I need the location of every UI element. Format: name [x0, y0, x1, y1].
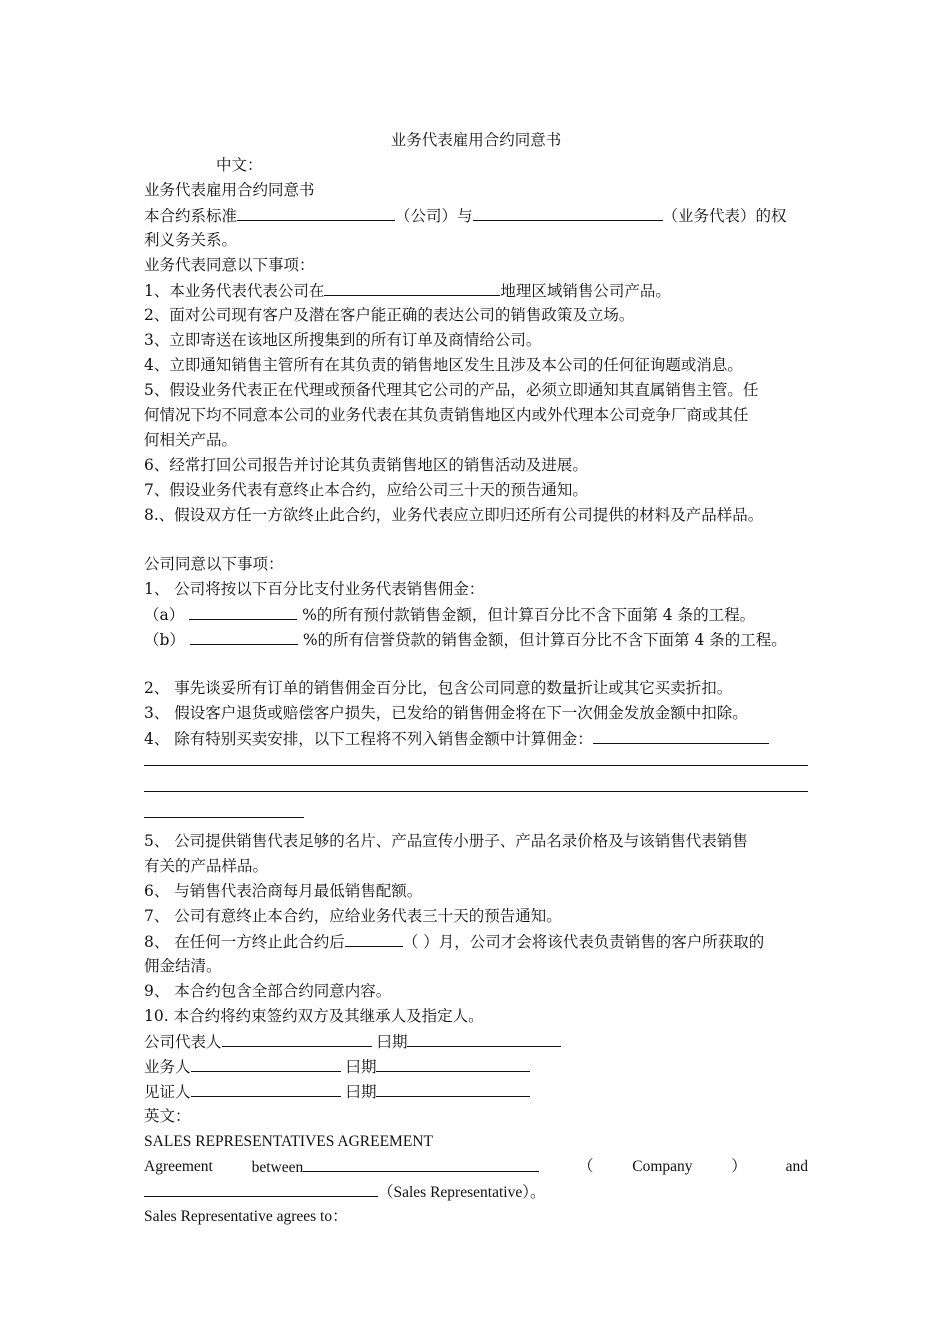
- date-blank: [376, 1079, 530, 1097]
- region-blank: [324, 278, 500, 296]
- rep-item-3: 3、立即寄送在该地区所搜集到的所有订单及商情给公司。: [144, 331, 542, 349]
- signature-salesperson: 业务人 曰期: [144, 1054, 808, 1079]
- signature-witness: 见证人 曰期: [144, 1079, 808, 1104]
- company-item-9: 9、 本合约包含全部合约同意内容。: [144, 982, 392, 1000]
- spacer: [144, 528, 808, 552]
- blank-line: [144, 803, 304, 818]
- rep-item-8: 8.、假设双方任一方欲终止此合约，业务代表应立即归还所有公司提供的材料及产品样品。: [144, 506, 764, 524]
- date-blank: [376, 1054, 530, 1072]
- rep-item-5-cont: 何情况下均不同意本公司的业务代表在其负责销售地区内或外代理本公司竞争厂商或其任: [144, 406, 749, 424]
- date-blank: [407, 1029, 561, 1047]
- blank-line: [144, 751, 808, 766]
- cn-heading: 业务代表雇用合约同意书: [144, 181, 315, 199]
- rep-item-4: 4、立即通知销售主管所有在其负责的销售地区发生且涉及本公司的任何征询题或消息。: [144, 356, 743, 374]
- salesperson-signature-blank: [191, 1054, 341, 1072]
- company-item-6: 6、 与销售代表洽商每月最低销售配额。: [144, 882, 423, 900]
- company-item-8: 8、 在任何一方终止此合约后 （ ）月，公司才会将该代表负责销售的客户所获取的: [144, 929, 808, 954]
- company-item-2: 2、 事先谈妥所有订单的销售佣金百分比，包含公司同意的数量折让或其它买卖折扣。: [144, 679, 733, 697]
- company-item-3: 3、 假设客户退货或赔偿客户损失，已发给的销售佣金将在下一次佣金发放金额中扣除。: [144, 704, 748, 722]
- company-name-blank: [237, 203, 395, 221]
- excluded-items-blank: [593, 726, 769, 744]
- en-intro-line: Agreement between （ Company ） and: [144, 1154, 808, 1179]
- blank-line: [144, 777, 808, 792]
- document-body: [144, 128, 808, 1229]
- company-agrees-heading: 公司同意以下事项：: [144, 555, 284, 573]
- rep-item-6: 6、经常打回公司报告并讨论其负责销售地区的销售活动及进展。: [144, 456, 588, 474]
- company-item-4: 4、 除有特别买卖安排，以下工程将不列入销售金额中计算佣金：: [144, 726, 808, 751]
- rep-item-5-cont: 何相关产品。: [144, 431, 238, 449]
- company-item-8-cont: 佣金结清。: [144, 957, 222, 975]
- company-item-7: 7、 公司有意终止本合约，应给业务代表三十天的预告通知。: [144, 907, 562, 925]
- en-rep-blank: [144, 1179, 378, 1197]
- rep-name-blank: [473, 203, 663, 221]
- company-item-5-cont: 有关的产品样品。: [144, 857, 269, 875]
- company-item-1: 1、 公司将按以下百分比支付业务代表销售佣金：: [144, 580, 485, 598]
- percent-a-blank: [189, 602, 297, 620]
- en-heading: SALES REPRESENTATIVES AGREEMENT: [144, 1133, 433, 1150]
- en-rep-agrees: Sales Representative agrees to：: [144, 1208, 348, 1225]
- rep-item-1: 1、本业务代表代表公司在 地理区域销售公司产品。: [144, 278, 808, 303]
- english-section-label: 英文：: [144, 1107, 191, 1125]
- company-item-1a: （a） %的所有预付款销售金额，但计算百分比不含下面第 4 条的工程。: [144, 602, 808, 627]
- percent-b-blank: [190, 627, 298, 645]
- chinese-section-label: 中文：: [216, 156, 263, 174]
- company-rep-signature-blank: [222, 1029, 372, 1047]
- intro-line: 本合约系标准 （公司）与 （业务代表）的权: [144, 203, 808, 228]
- signature-company-rep: 公司代表人 曰期: [144, 1029, 808, 1054]
- rep-agrees-heading: 业务代表同意以下事项：: [144, 256, 315, 274]
- spacer: [144, 652, 808, 676]
- intro-line-2: 利义务关系。: [144, 231, 238, 249]
- rep-item-2: 2、面对公司现有客户及潜在客户能正确的表达公司的销售政策及立场。: [144, 306, 635, 324]
- company-item-10: 10. 本合约将约束签约双方及其继承人及指定人。: [144, 1007, 484, 1025]
- en-intro-line-2: （Sales Representative）。: [144, 1179, 808, 1204]
- witness-signature-blank: [191, 1079, 341, 1097]
- en-company-blank: [303, 1154, 539, 1172]
- company-item-1b: （b） %的所有信誉贷款的销售金额，但计算百分比不含下面第 4 条的工程。: [144, 627, 808, 652]
- rep-item-5: 5、假设业务代表正在代理或预备代理其它公司的产品，必须立即通知其直属销售主管。任: [144, 381, 759, 399]
- company-item-5: 5、 公司提供销售代表足够的名片、产品宣传小册子、产品名录价格及与该销售代表销售: [144, 832, 748, 850]
- rep-item-7: 7、假设业务代表有意终止本合约，应给公司三十天的预告通知。: [144, 481, 588, 499]
- months-blank: [345, 929, 403, 947]
- document-title: 业务代表雇用合约同意书: [390, 131, 562, 149]
